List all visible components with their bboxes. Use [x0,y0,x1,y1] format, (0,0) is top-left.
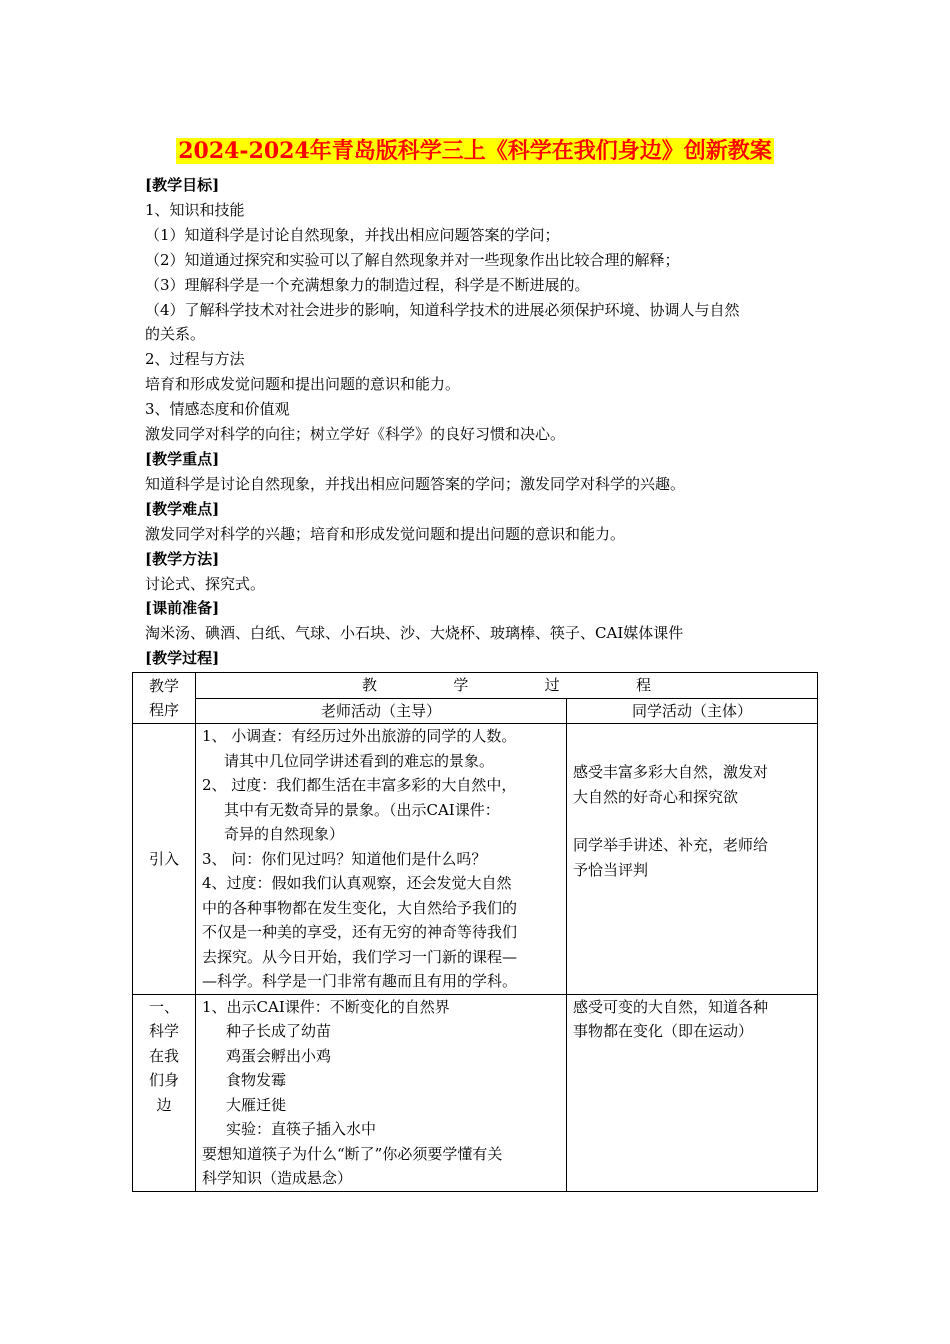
process-text: 培育和形成发觉问题和提出问题的意识和能力。 [145,375,461,394]
attitude-text: 激发同学对科学的向往；树立学好《科学》的良好习惯和决心。 [145,425,566,444]
key-text: 知道科学是讨论自然现象，并找出相应问题答案的学问；激发同学对科学的兴趣。 [145,474,686,493]
header-student: 同学活动（主体） [567,698,818,724]
header-program: 教学 程序 [133,673,196,724]
difficulty-text: 激发同学对科学的兴趣；培育和形成发觉问题和提出问题的意识和能力。 [145,524,626,543]
subheading-process: 2、过程与方法 [145,350,245,369]
prep-text: 淘米汤、碘酒、白纸、气球、小石块、沙、大烧杯、玻璃棒、筷子、CAI媒体课件 [145,624,684,643]
teacher-activity: 1、出示CAI课件：不断变化的自然界 种子长成了幼苗 鸡蛋会孵出小鸡 食物发霉 大雁迁徙 实验：直筷子插入水中 要想知道筷子为什么“断了”你必须要学懂有关 科学知识（造成悬念） [196,994,567,1191]
goal-item: （4）了解科学技术对社会进步的影响，知道科学技术的进展必须保护环境、协调人与自然 [145,300,740,319]
header-process: 教 学 过 程 [196,673,818,699]
subheading-knowledge: 1、知识和技能 [145,200,245,219]
method-text: 讨论式、探究式。 [145,574,266,593]
goal-item: （3）理解科学是一个充满想象力的制造过程，科学是不断进展的。 [145,275,590,294]
table-subheader-row [133,698,818,724]
student-activity: 感受丰富多彩大自然，激发对 大自然的好奇心和探究欲 同学举手讲述、补充，老师给 予恰当评判 [567,724,818,995]
goal-item-cont: 的关系。 [145,325,206,344]
teacher-activity: 1、 小调查：有经历过外出旅游的同学的人数。 请其中几位同学讲述看到的难忘的景象。 2、 过度：我们都生活在丰富多彩的大自然中， 其中有无数奇异的景象。（出示CAI课件： 奇异的自然现象） 3、 问：你们见过吗？知道他们是什么吗？ 4、过度：假如我们认真观察，还会发觉大自然 中的各种事物都在发生变化，大自然给予我们的 不仅是一种美的享受，还有无穷的神奇等待我们 去探究。从今日开始，我们学习一门新的课程— —科学。科学是一门非常有趣而且有用的学科。 [196,724,567,995]
table-row [133,724,818,995]
section-heading-method: [教学方法] [145,549,220,568]
section-heading-key: [教学重点] [145,449,220,468]
section-heading-procedure: [教学过程] [145,649,220,668]
row-program: 引入 [133,724,196,995]
goal-item: （1）知道科学是讨论自然现象，并找出相应问题答案的学问； [145,225,560,244]
table-header-row [133,673,818,699]
section-heading-goals: [教学目标] [145,176,220,194]
document-title: 2024-2024年青岛版科学三上《科学在我们身边》创新教案 [178,138,772,164]
subheading-attitude: 3、情感态度和价值观 [145,400,290,419]
procedure-table [132,672,818,1192]
document-body [145,173,825,671]
row-program: 一、 科学 在我 们身 边 [133,994,196,1191]
goal-item: （2）知道通过探究和实验可以了解自然现象并对一些现象作出比较合理的解释； [145,250,680,269]
section-heading-difficulty: [教学难点] [145,499,220,518]
section-heading-prep: [课前准备] [145,599,220,618]
table-row [133,994,818,1191]
student-activity: 感受可变的大自然，知道各种 事物都在变化（即在运动） [567,994,818,1191]
header-teacher: 老师活动（主导） [196,698,567,724]
